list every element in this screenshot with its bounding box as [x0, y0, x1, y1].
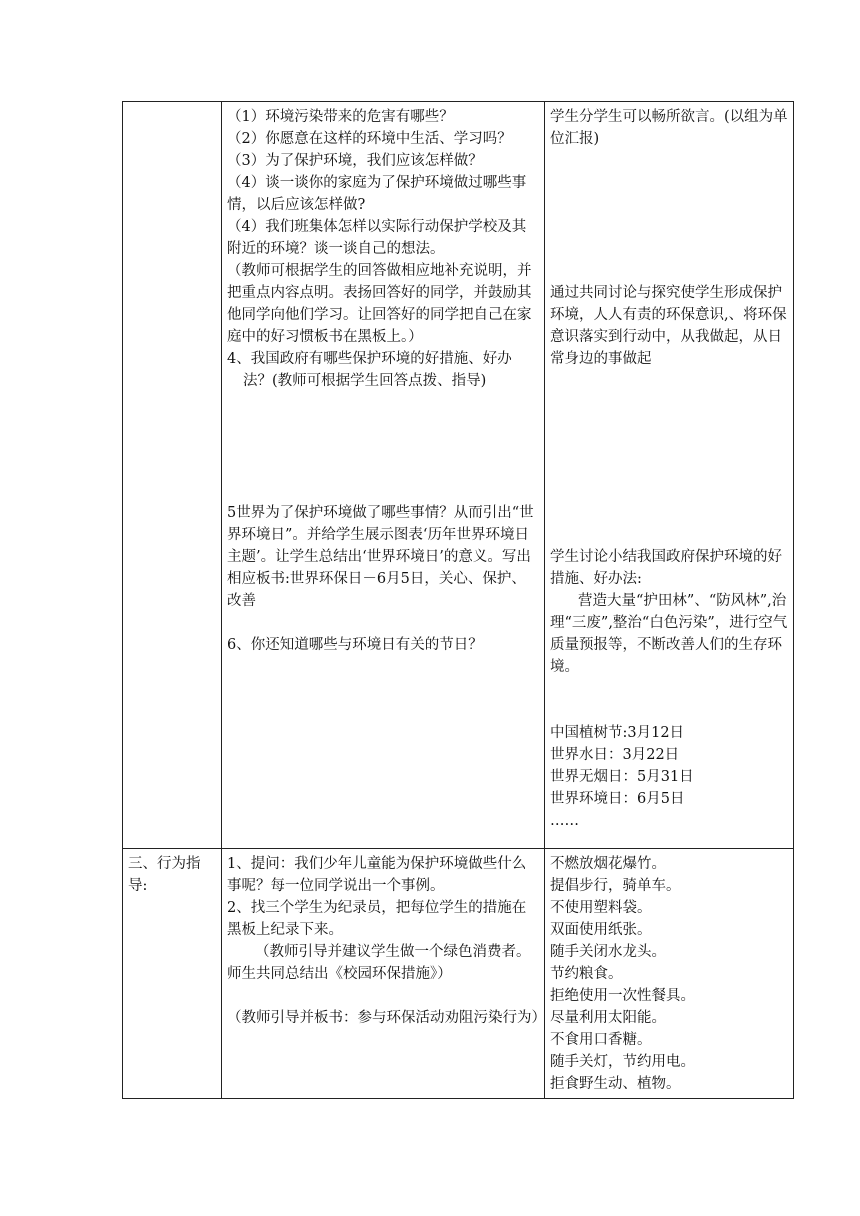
- activity-3: （教师引导并建议学生做一个绿色消费者。师生共同总结出《校园环保措施》）: [227, 944, 531, 982]
- question-2: （2）你愿意在这样的环境中生活、学习吗？: [227, 131, 512, 147]
- question-5: （4）我们班集体怎样以实际行动保护学校及其附近的环境？谈一谈自己的想法。: [227, 219, 527, 257]
- measure-item: 提倡步行，骑单车。: [550, 878, 681, 894]
- measure-item: 双面使用纸张。: [550, 922, 652, 938]
- teacher-note: （教师可根据学生的回答做相应地补充说明，并把重点内容点明。表扬回答好的同学，并鼓励其他同学向他们学习。让回答好的同学把自己在家庭中的好习惯板书在黑板上。）: [227, 263, 532, 345]
- table-row: [123, 849, 794, 1099]
- table-row: [123, 102, 794, 849]
- day-3: 世界无烟日：5月31日: [550, 769, 694, 785]
- measure-item: 随手关灯，节约用电。: [550, 1054, 695, 1070]
- stage-cell: [123, 849, 222, 1099]
- question-3: （3）为了保护环境，我们应该怎样做？: [227, 153, 483, 169]
- intent-2: 通过共同讨论与探究使学生形成保护环境，人人有责的环保意识,、将环保意识落实到行动中，从我做起，从日常身边的事做起: [550, 285, 787, 367]
- measures-cell: [545, 849, 794, 1099]
- item-5: 5世界为了保护环境做了哪些事情？从而引出“世界环境日”。并给学生展示图表‘历年世界环境日主题’。让学生总结出‘世界环境日’的意义。写出相应板书:世界环保日－6月5日，关心、保护、改善: [227, 505, 534, 609]
- activities-cell: [222, 849, 545, 1099]
- day-5: ……: [550, 813, 579, 829]
- question-4: （4）谈一谈你的家庭为了保护环境做过哪些事情，以后应该怎样做?: [227, 175, 527, 213]
- intent-cell: [545, 102, 794, 849]
- measure-item: 拒绝使用一次性餐具。: [550, 988, 695, 1004]
- question-1: （1）环境污染带来的危害有哪些？: [227, 109, 454, 125]
- activities-cell: [222, 102, 545, 849]
- measure-item: 不燃放烟花爆竹。: [550, 856, 666, 872]
- activity-1: 1、提问：我们少年儿童能为保护环境做些什么事呢？每一位同学说出一个事例。: [227, 856, 527, 894]
- intent-3: 学生讨论小结我国政府保护环境的好措施、好办法:: [550, 549, 782, 587]
- item-4: 4、我国政府有哪些保护环境的好措施、好办法？(教师可根据学生回答点拨、指导): [227, 351, 512, 389]
- day-2: 世界水日：3月22日: [550, 747, 680, 763]
- measure-item: 随手关闭水龙头。: [550, 944, 666, 960]
- intent-4: 营造大量“护田林”、“防风林”,治理“三废”,整治“白色污染”，进行空气质量预报等，不断改善人们的生存环境。: [550, 593, 788, 675]
- measure-item: 节约粮食。: [550, 966, 623, 982]
- stage-cell: [123, 102, 222, 849]
- measure-item: 拒食野生动、植物。: [550, 1076, 681, 1092]
- stage-label: 三、行为指导:: [128, 856, 201, 894]
- day-4: 世界环境日：6月5日: [550, 791, 685, 807]
- day-1: 中国植树节:3月12日: [550, 725, 685, 741]
- measure-item: 不食用口香糖。: [550, 1032, 652, 1048]
- lesson-plan-table: [122, 101, 794, 1099]
- intent-1: 学生分学生可以畅所欲言。(以组为单位汇报): [550, 109, 788, 147]
- measure-item: 尽量利用太阳能。: [550, 1010, 666, 1026]
- activity-4: （教师引导并板书：参与环保活动劝阻污染行为）: [227, 1010, 546, 1026]
- measure-item: 不使用塑料袋。: [550, 900, 652, 916]
- activity-2: 2、找三个学生为纪录员，把每位学生的措施在黑板上纪录下来。: [227, 900, 527, 938]
- item-6: 6、你还知道哪些与环境日有关的节日？: [227, 637, 483, 653]
